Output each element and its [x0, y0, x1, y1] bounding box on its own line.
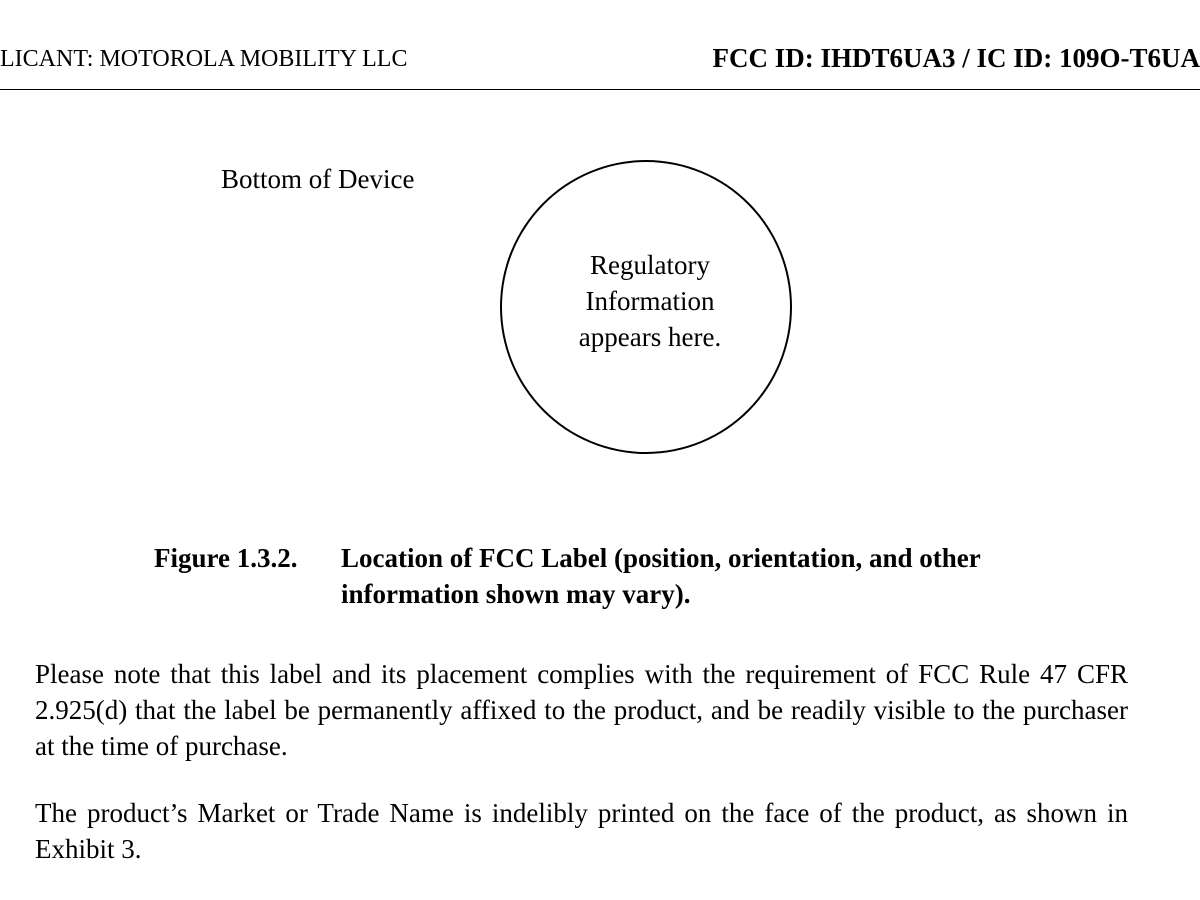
circle-text-line: Regulatory — [590, 250, 710, 280]
circle-text-line: Information — [585, 286, 715, 316]
figure-title: Location of FCC Label (position, orientation, and other information shown may vary). — [341, 543, 981, 609]
applicant-header: LICANT: MOTOROLA MOBILITY LLC — [0, 46, 408, 72]
circle-text-line: appears here. — [578, 322, 722, 352]
circle-caption — [520, 247, 780, 355]
compliance-paragraph: Please note that this label and its placement complies with the requirement of FCC Rule 47 CFR 2.925(d) that the label be permanently affixed to the product, and be readily visible to the purchaser at the time of purchase. — [35, 659, 1128, 761]
fcc-id-header: FCC ID: IHDT6UA3 / IC ID: 109O-T6UA — [712, 43, 1200, 73]
device-location-label: Bottom of Device — [221, 164, 415, 194]
figure-number: Figure 1.3.2. — [154, 543, 298, 573]
header-divider — [0, 89, 1200, 90]
trade-name-paragraph: The product’s Market or Trade Name is indelibly printed on the face of the product, as shown in Exhibit 3. — [35, 798, 1128, 864]
